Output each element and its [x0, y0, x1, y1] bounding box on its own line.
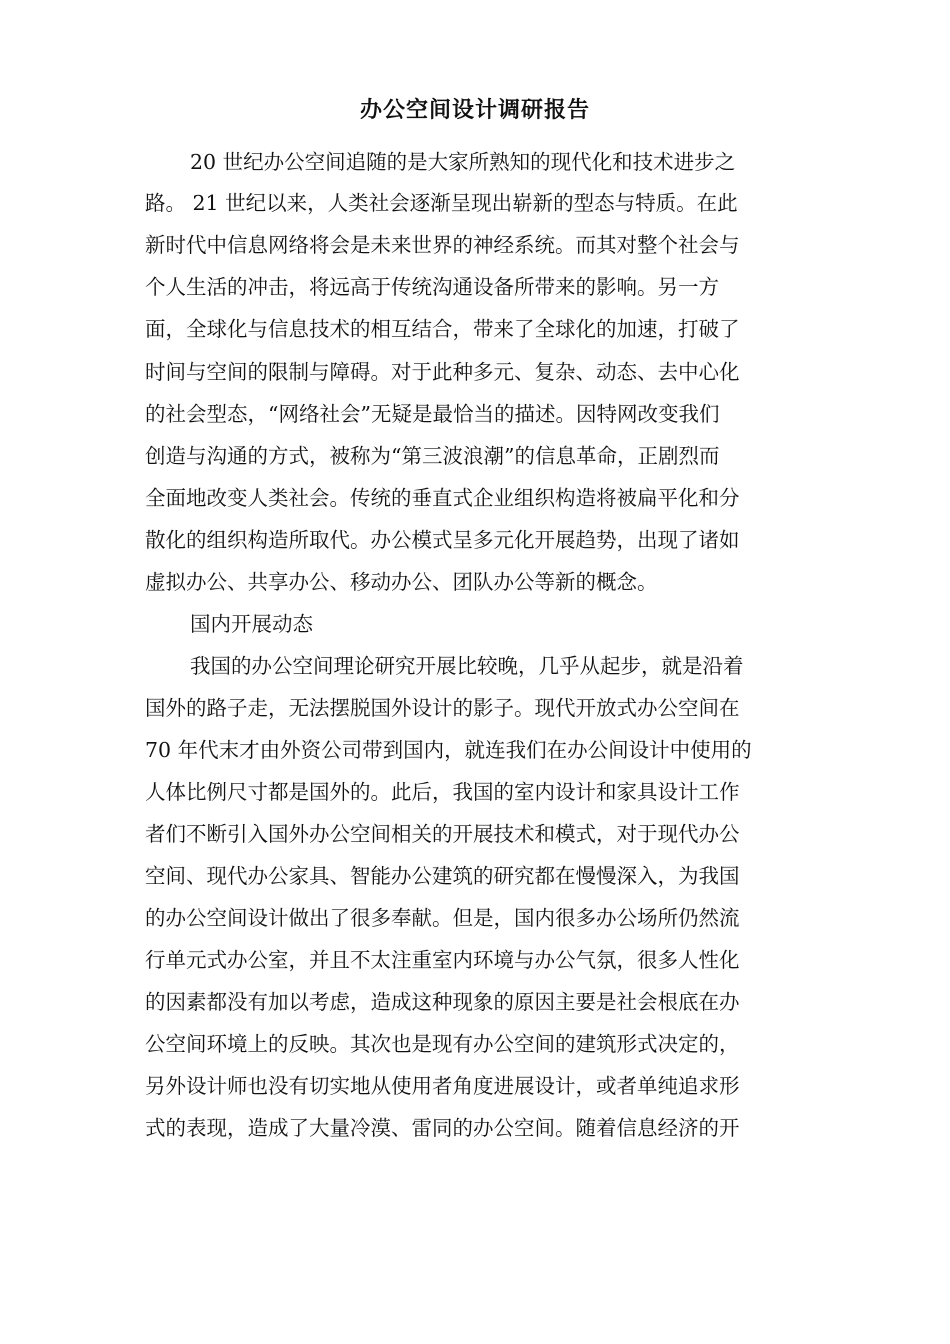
paragraph-line: 个人生活的冲击，将远高于传统沟通设备所带来的影响。另一方 — [145, 275, 719, 299]
paragraph-line: 70 年代末才由外资公司带到国内，就连我们在办公间设计中使用的 — [145, 738, 752, 762]
section-heading: 国内开展动态 — [190, 612, 313, 636]
paragraph-line: 20 世纪办公空间追随的是大家所熟知的现代化和技术进步之 — [190, 150, 736, 174]
paragraph-line: 空间、现代办公家具、智能办公建筑的研究都在慢慢深入，为我国 — [145, 864, 740, 888]
paragraph-line: 的因素都没有加以考虑，造成这种现象的原因主要是社会根底在办 — [145, 990, 740, 1014]
document-title: 办公空间设计调研报告 — [359, 97, 590, 123]
paragraph-line: 人体比例尺寸都是国外的。此后，我国的室内设计和家具设计工作 — [145, 780, 740, 804]
paragraph-line: 时间与空间的限制与障碍。对于此种多元、复杂、动态、去中心化 — [145, 360, 740, 384]
paragraph-line: 的社会型态，“网络社会”无疑是最恰当的描述。因特网改变我们 — [145, 402, 720, 426]
paragraph-line: 国外的路子走，无法摆脱国外设计的影子。现代开放式办公空间在 — [145, 696, 740, 720]
paragraph-line: 公空间环境上的反映。其次也是现有办公空间的建筑形式决定的， — [145, 1032, 740, 1056]
paragraph-line: 创造与沟通的方式，被称为“第三波浪潮”的信息革命，正剧烈而 — [145, 444, 720, 468]
paragraph-line: 者们不断引入国外办公空间相关的开展技术和模式，对于现代办公 — [145, 822, 740, 846]
paragraph-line: 的办公空间设计做出了很多奉献。但是，国内很多办公场所仍然流 — [145, 906, 740, 930]
paragraph-line: 行单元式办公室，并且不太注重室内环境与办公气氛，很多人性化 — [145, 948, 740, 972]
paragraph-line: 新时代中信息网络将会是未来世界的神经系统。而其对整个社会与 — [145, 233, 740, 257]
paragraph-line: 虚拟办公、共享办公、移动办公、团队办公等新的概念。 — [145, 570, 658, 594]
paragraph-line: 路。 21 世纪以来，人类社会逐渐呈现出崭新的型态与特质。在此 — [145, 191, 738, 215]
paragraph-line: 全面地改变人类社会。传统的垂直式企业组织构造将被扁平化和分 — [145, 486, 740, 510]
paragraph-line: 我国的办公空间理论研究开展比较晚，几乎从起步，就是沿着 — [190, 654, 744, 678]
paragraph-line: 式的表现，造成了大量冷漠、雷同的办公空间。随着信息经济的开 — [145, 1116, 740, 1140]
paragraph-line: 另外设计师也没有切实地从使用者角度进展设计，或者单纯追求形 — [145, 1074, 740, 1098]
paragraph-line: 面，全球化与信息技术的相互结合，带来了全球化的加速，打破了 — [145, 317, 740, 341]
paragraph-line: 散化的组织构造所取代。办公模式呈多元化开展趋势，出现了诸如 — [145, 528, 740, 552]
